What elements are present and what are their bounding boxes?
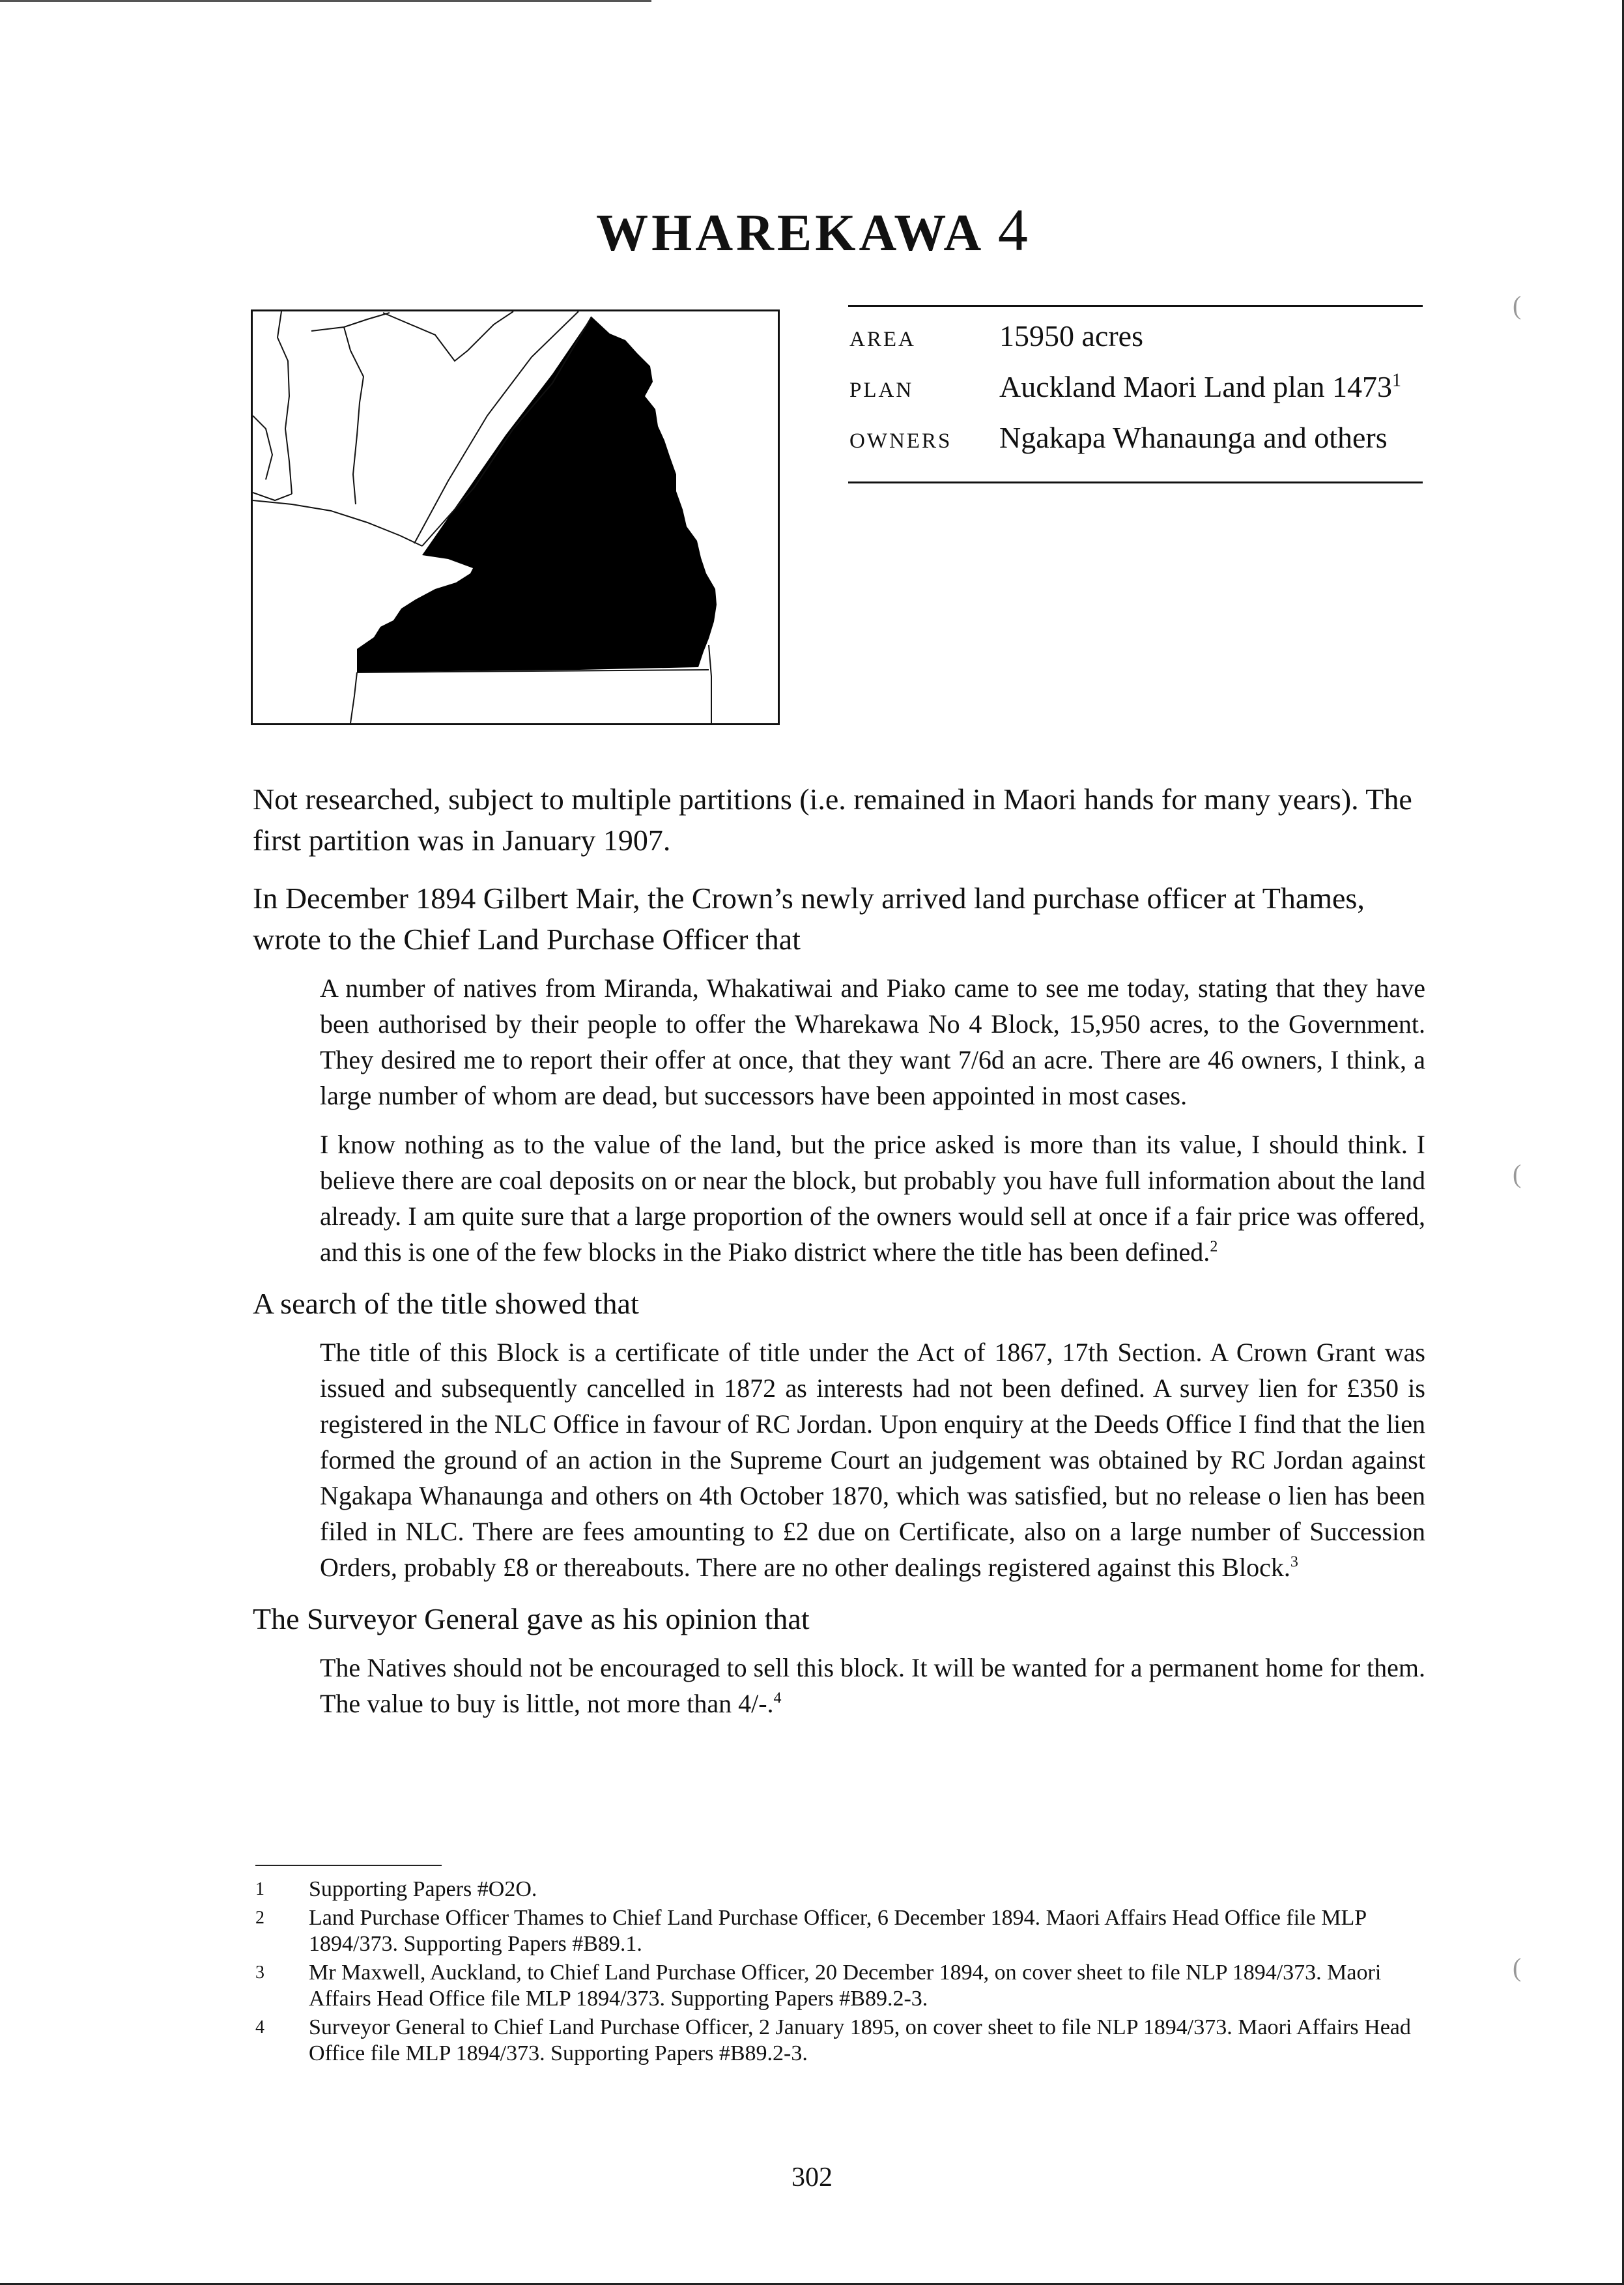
footnote-ref-3: 3 bbox=[1290, 1553, 1298, 1571]
footnote-number: 4 bbox=[255, 2017, 264, 2037]
footnote-text: Land Purchase Officer Thames to Chief Land Purchase Officer, 6 December 1894. Maori Affairs Head Office file MLP 1894/373. Supporting Papers #B89.1. bbox=[309, 1906, 1366, 1956]
page-title bbox=[0, 195, 1624, 265]
info-label-plan: PLAN bbox=[849, 379, 914, 402]
paragraph-mair: In December 1894 Gilbert Mair, the Crown’s newly arrived land purchase officer at Thames, wrote to the Chief Land Purchase Officer that bbox=[253, 882, 1365, 956]
page-number: 302 bbox=[791, 2163, 833, 2192]
footnote-ref-4: 4 bbox=[773, 1689, 782, 1707]
info-value-plan-wrap bbox=[999, 369, 1401, 404]
page-title-number: 4 bbox=[997, 197, 1028, 263]
scan-mark: ( bbox=[1513, 1953, 1522, 1982]
footnote-3 bbox=[255, 1960, 1421, 2012]
footnote-number: 2 bbox=[255, 1908, 264, 1928]
paragraph-surveyor-general: The Surveyor General gave as his opinion that bbox=[253, 1602, 810, 1635]
footnote-ref-2: 2 bbox=[1210, 1238, 1218, 1256]
footnote-text: Mr Maxwell, Auckland, to Chief Land Purchase Officer, 20 December 1894, on cover sheet to file NLP 1894/373. Maori Affairs Head Office file MLP 1894/373. Supporting Papers #B89.2-3. bbox=[309, 1961, 1382, 2011]
footnotes bbox=[255, 1876, 1421, 2069]
quote-mair-2: I know nothing as to the value of the land, but the price asked is more than its value, I should think. I believe there are coal deposits on or near the block, but probably you have full information about the land already. I am quite sure that a large proportion of the owners would sell at once if a fair price was offered, and this is one of the few blocks in the Piako district where the title has been defined. bbox=[320, 1130, 1425, 1267]
info-row-owners bbox=[848, 420, 1423, 471]
footnote-2 bbox=[255, 1905, 1421, 1957]
footnote-4 bbox=[255, 2015, 1421, 2067]
block-shape bbox=[357, 317, 717, 672]
footnote-text: Supporting Papers #O2O. bbox=[309, 1877, 537, 1901]
block-location-map bbox=[251, 309, 780, 725]
quote-surveyor-general: The Natives should not be encouraged to sell this block. It will be wanted for a permanent home for them. The value to buy is little, not more than 4/-. bbox=[320, 1653, 1425, 1718]
footnote-ref-1: 1 bbox=[1391, 370, 1401, 391]
scan-mark: ( bbox=[1513, 291, 1522, 320]
block-location-map-icon bbox=[253, 311, 778, 723]
info-row-plan bbox=[848, 369, 1423, 420]
info-label-area: AREA bbox=[849, 328, 916, 351]
info-label-owners: OWNERS bbox=[849, 429, 952, 453]
info-value-area: 15950 acres bbox=[999, 319, 1143, 352]
block-info-table bbox=[848, 305, 1423, 483]
scan-edge-top bbox=[0, 0, 651, 2]
footnote-1 bbox=[255, 1876, 1421, 1903]
paragraph-intro: Not researched, subject to multiple partitions (i.e. remained in Maori hands for many years). The first partition was in January 1907. bbox=[253, 783, 1412, 857]
footnote-number: 3 bbox=[255, 1962, 264, 1983]
info-row-area bbox=[848, 319, 1423, 369]
scan-mark: ( bbox=[1513, 1159, 1522, 1188]
footnote-text: Surveyor General to Chief Land Purchase Officer, 2 January 1895, on cover sheet to file NLP 1894/373. Maori Affairs Head Office file MLP 1894/373. Supporting Papers #B89.2-3. bbox=[309, 2015, 1411, 2065]
body-text bbox=[253, 779, 1425, 1741]
paragraph-title-search: A search of the title showed that bbox=[253, 1287, 639, 1320]
quote-mair-1: A number of natives from Miranda, Whakatiwai and Piako came to see me today, stating that they have been authorised by their people to offer the Wharekawa No 4 Block, 15,950 acres, to the Government. They desired me to report their offer at once, that they want 7/6d an acre. There are 46 owners, I think, a large number of whom are dead, but successors have been appointed in most cases. bbox=[320, 973, 1425, 1110]
footnote-divider bbox=[255, 1865, 442, 1866]
info-value-plan: Auckland Maori Land plan 1473 bbox=[999, 370, 1392, 403]
footnote-number: 1 bbox=[255, 1879, 264, 1899]
quote-title-search-wrap bbox=[320, 1334, 1425, 1585]
quote-mair-2-wrap bbox=[320, 1127, 1425, 1270]
quote-title-search: The title of this Block is a certificate of title under the Act of 1867, 17th Section. A Crown Grant was issued and subsequently cancelled in 1872 as interests had not been defined. A survey lien for £350 is registered in the NLC Office in favour of RC Jordan. Upon enquiry at the Deeds Office I find that the lien formed the ground of an action in the Supreme Court an judgement was obtained by RC Jordan against Ngakapa Whanaunga and others on 4th October 1870, which was satisfied, but no release o lien has been filed in NLC. There are fees amounting to £2 due on Certificate, also on a large number of Succession Orders, probably £8 or thereabouts. There are no other dealings registered against this Block. bbox=[320, 1338, 1425, 1582]
quote-surveyor-general-wrap bbox=[320, 1650, 1425, 1721]
info-value-owners: Ngakapa Whanaunga and others bbox=[999, 421, 1388, 454]
page-title-text: WHAREKAWA bbox=[596, 205, 982, 262]
